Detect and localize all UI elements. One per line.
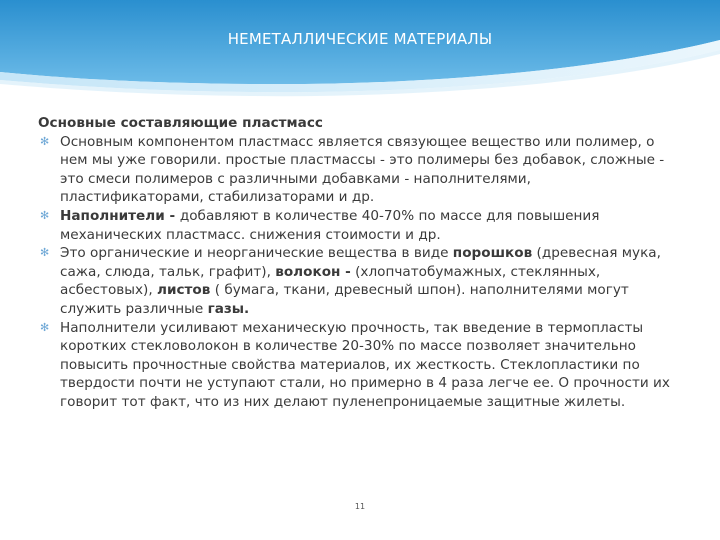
asterisk-bullet-icon: ✻ (40, 208, 50, 222)
asterisk-bullet-icon: ✻ (40, 134, 50, 148)
asterisk-bullet-icon: ✻ (40, 320, 50, 334)
page-number: 11 (354, 502, 366, 511)
slide-title: НЕМЕТАЛЛИЧЕСКИЕ МАТЕРИАЛЫ (227, 30, 493, 48)
bullet-item: ✻ Основным компонентом пластмасс является связующее вещество или полимер, о нем мы уже говорили. простые пластмассы - это полимеры без добавок, сложные - это смеси полимеров с различными добавками - наполнителями, пластификаторами, стабилизаторами и др. (40, 133, 665, 206)
slide-content (38, 114, 678, 412)
bullet-item: ✻ Наполнители - добавляют в количестве 40-70% по массе для повышения механических пластмасс. снижения стоимости и др. (40, 207, 600, 243)
banner-wave-shape (0, 0, 720, 100)
bullet-item: ✻ Это органические и неорганические вещества в виде порошков (древесная мука, сажа, слюда, тальк, графит), волокон - (хлопчатобумажных, стеклянных, асбестовых), листов ( бумага, ткани, древесный шпон). наполнителями могут служить различные газы. (40, 245, 661, 317)
bullet-list (38, 133, 678, 412)
section-heading: Основные составляющие пластмасс (38, 115, 323, 131)
title-banner (0, 0, 720, 100)
bullet-item: ✻ Наполнители усиливают механическую прочность, так введение в термопласты коротких стекловолокон в количестве 20-30% по массе позволяет значительно повысить прочностные свойства материалов, их жесткость. Стеклопластики по твердости почти не уступают стали, но примерно в 4 раза легче ее. О прочности их говорит тот факт, что из них делают пуленепроницаемые защитные жилеты. (40, 319, 670, 410)
asterisk-bullet-icon: ✻ (40, 246, 50, 260)
